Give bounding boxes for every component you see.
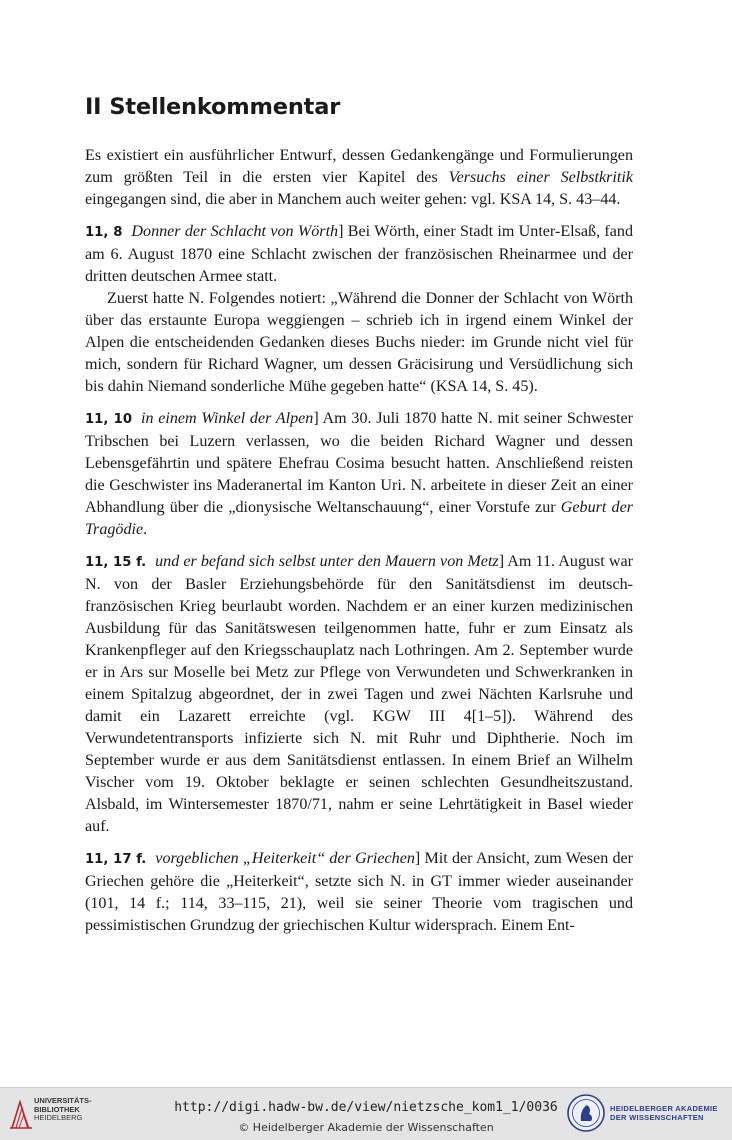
section-number: II (85, 94, 102, 120)
entry-text: ] Am 30. Juli 1870 hatte N. mit seiner Schwester Tribschen bei Luzern verlassen, wo die beiden Richard Wagner und dessen Lebensgefährtin und spätere Ehefrau Cosima besucht hatten. Anschließend reisten die Geschwister ins Maderanertal im Kanton Uri. N. arbeitete in dieser Zeit an einer Abhandlung über die „dionysische Weltanschauung“, einer Vorstufe zur (85, 410, 633, 516)
entry-text: ] Bei Wörth, einer Stadt im Unter-Elsaß, fand am 6. August 1870 eine Schlacht zwischen der französischen Rheinarmee und der dritten deutschen Armee statt. (85, 223, 633, 285)
entry-title-italic: Geburt der Tragödie (85, 499, 633, 538)
commentary-body (85, 145, 633, 937)
entry-reference: 11, 10 (85, 412, 133, 427)
academy-name: HEIDELBERGER AKADEMIE DER WISSENSCHAFTEN (610, 1104, 718, 1122)
entry-reference: 11, 8 (85, 225, 123, 240)
intro-paragraph: Es existiert ein ausführlicher Entwurf, dessen Gedankengänge und Formulierungen zum größten Teil in die ersten vier Kapitel des Versuchs einer Selbstkritik eingegangen sind, die aber in Manchem auch weiter gehen: vgl. KSA 14, S. 43–44. (85, 147, 633, 208)
entry-reference: 11, 15 f. (85, 555, 147, 570)
entry-lemma: Donner der Schlacht von Wörth (131, 223, 339, 240)
entry-text: ] Mit der Ansicht, zum Wesen der Griechen gehöre die „Heiterkeit“, setzte sich N. in GT immer wieder auseinander (101, 14 f.; 114, 33–115, 21), weil sie seiner Theorie vom tragischen und pessimistischen Grundzug der griechischen Kultur widersprach. Einem Ent- (85, 850, 633, 934)
entry-lemma: vorgeblichen „Heiterkeit“ der Griechen (155, 850, 415, 867)
academy-seal-logo-icon[interactable] (566, 1093, 606, 1133)
entry-text: ] Am 11. August war N. von der Basler Erziehungsbehörde für den Sanitätsdienst im deutsch-französischen Krieg beurlaubt worden. Nachdem er an einer kurzen medizinischen Ausbildung für das Sanitätswesen teilgenommen hatte, fuhr er zum Einsatz als Krankenpfleger auf den Kriegsschauplatz nach Lothringen. Am 2. September wurde er in Ars sur Moselle bei Metz zur Pflege von Verwundeten und Schwerkranken in einem Spitalzug abgeordnet, der in zwei Tagen und zwei Nächten Karlsruhe und damit ein Lazarett erreichte (vgl. KGW III 4[1–5]). Während des Verwundetentransports infizierte sich N. mit Ruhr und Diphtherie. Noch im September wurde er aus dem Sanitätsdienst entlassen. In einem Brief an Wilhelm Vischer vom 19. Oktober beklagte er seinen schlechten Gesundheitszustand. Alsbald, im Wintersemester 1870/71, nahm er seine Lehrtätigkeit in Basel wieder auf. (85, 553, 634, 835)
university-library-name: UNIVERSITÄTS- BIBLIOTHEK HEIDELBERG (34, 1096, 92, 1122)
commentary-entry: 11, 10 in einem Winkel der Alpen] Am 30. Juli 1870 hatte N. mit seiner Schwester Tribschen bei Luzern verlassen, wo die beiden Richard Wagner und dessen Lebensgefährtin und spätere Ehefrau Cosima besucht hatten. Anschließend reisten die Geschwister ins Maderanertal im Kanton Uri. N. arbeitete in dieser Zeit an einer Abhandlung über die „dionysische Weltanschauung“, einer Vorstufe zur Geburt der Tragödie. (85, 410, 633, 538)
commentary-continuation: Zuerst hatte N. Folgendes notiert: „Während die Donner der Schlacht von Wörth über das erstaunte Europa weggiengen – schrieb ich in irgend einem Winkel der Alpen die entscheidenden Gedanken dieses Buchs nieder: im Grunde nicht viel für mich, sondern für Richard Wagner, um dessen Gräcisirung und Versüdlichung sich bis dahin Niemand sonderliche Mühe gegeben hatte“ (KSA 14, S. 45). (85, 290, 633, 395)
commentary-entry (85, 848, 633, 937)
permalink-url[interactable]: http://digi.hadw-bw.de/view/nietzsche_kom1_1/0036 (174, 1100, 558, 1115)
entry-lemma: und er befand sich selbst unter den Mauern von Metz (155, 553, 499, 570)
commentary-entry (85, 221, 633, 288)
entry-lemma: in einem Winkel der Alpen (141, 410, 314, 427)
entry-reference: 11, 17 f. (85, 852, 147, 867)
copyright-notice: © Heidelberger Akademie der Wissenschaften (238, 1121, 494, 1134)
section-title: Stellenkommentar (109, 94, 341, 120)
footer-bar (0, 1087, 732, 1140)
commentary-entry (85, 551, 633, 838)
page-title (85, 94, 340, 120)
